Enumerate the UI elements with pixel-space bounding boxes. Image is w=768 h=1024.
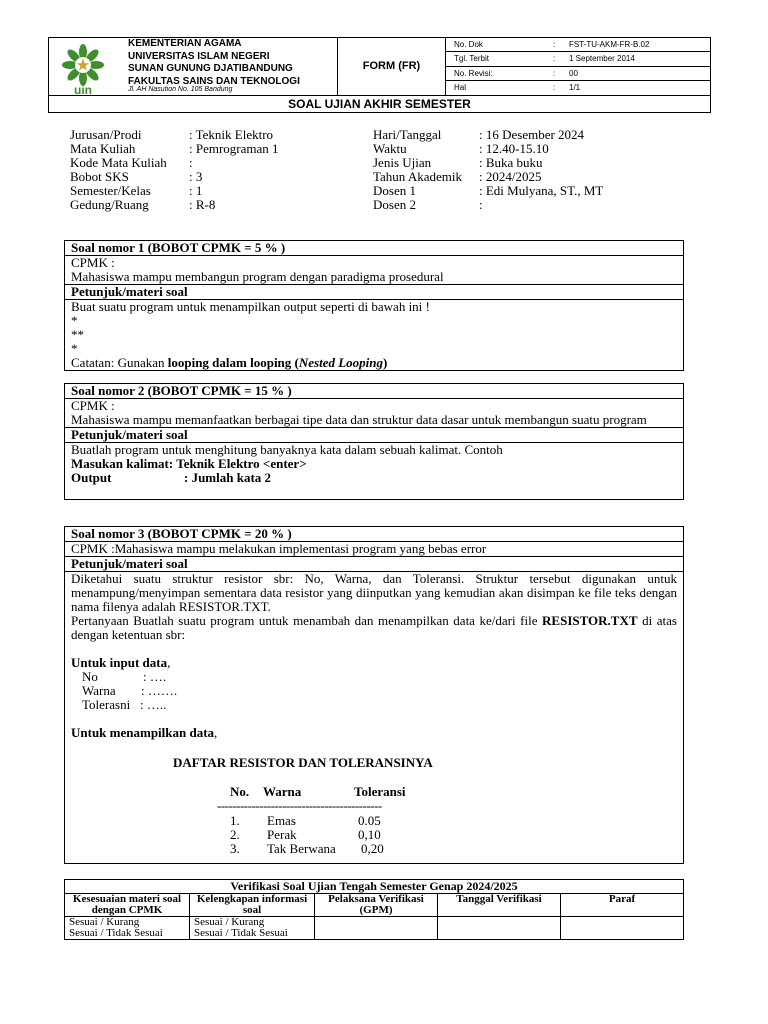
question-body xyxy=(65,300,683,370)
verification-header: Kesesuaian materi soal dengan CPMK xyxy=(65,894,190,917)
document-header xyxy=(48,37,711,96)
course-info-right xyxy=(373,128,673,218)
institution-address: Jl. AH Nasution No. 105 Bandung xyxy=(128,86,233,93)
resistor-table-title: DAFTAR RESISTOR DAN TOLERANSINYA xyxy=(173,755,433,770)
institution-name xyxy=(128,38,300,88)
doc-row: No. Dok : FST-TU-AKM-FR-B.02 xyxy=(446,38,711,52)
cpmk-text: Mahasiswa mampu membangun program dengan paradigma prosedural xyxy=(71,269,444,284)
info-label: Tahun Akademik xyxy=(373,169,462,184)
petunjuk-heading: Petunjuk/materi soal xyxy=(65,285,683,300)
cpmk-text: Mahasiswa mampu memanfaatkan berbagai tipe data dan struktur data dasar untuk membangun suatu program xyxy=(71,412,647,427)
question-body xyxy=(65,443,683,499)
info-value: : 3 xyxy=(189,169,203,184)
row-tol: 0.05 xyxy=(358,813,381,828)
info-value: : R-8 xyxy=(189,197,216,212)
note: Catatan: Gunakan looping dalam looping (Nested Looping) xyxy=(71,355,388,370)
input-example: Masukan kalimat: Teknik Elektro <enter> xyxy=(71,456,307,471)
question-heading: Soal nomor 1 (BOBOT CPMK = 5 % ) xyxy=(65,241,683,256)
col-header-no: No. xyxy=(230,784,250,799)
info-value: : 2024/2025 xyxy=(479,169,542,184)
form-label: FORM (FR) xyxy=(362,60,421,72)
info-label: Jurusan/Prodi xyxy=(70,127,142,142)
output-example: Output : Jumlah kata 2 xyxy=(71,470,272,485)
verification-table xyxy=(64,879,684,940)
info-value: : Pemrograman 1 xyxy=(189,141,279,156)
row-warna: Tak Berwana xyxy=(267,841,336,856)
question-paragraph: Pertanyaan Buatlah suatu program untuk menambah dan menampilkan data ke/dari file RESISTOR.TXT di atas dengan ketentuan sbr: xyxy=(71,613,677,642)
petunjuk-heading: Petunjuk/materi soal xyxy=(65,428,683,443)
institution-line: UNIVERSITAS ISLAM NEGERI xyxy=(128,50,270,62)
cpmk-label: CPMK : xyxy=(71,255,115,270)
cpmk-text: CPMK :Mahasiswa mampu melakukan implementasi program yang bebas error xyxy=(65,542,683,557)
input-field: Warna : ……. xyxy=(82,683,178,698)
verification-title: Verifikasi Soal Ujian Tengah Semester Genap 2024/2025 xyxy=(65,880,684,894)
question-2 xyxy=(64,383,684,500)
input-heading: Untuk input data, xyxy=(71,655,171,670)
info-value: : 1 xyxy=(189,183,203,198)
verification-cell: Sesuai / Kurang Sesuai / Tidak Sesuai xyxy=(190,917,315,940)
col-header-warna: Warna xyxy=(263,784,302,799)
verification-cell xyxy=(561,917,684,940)
petunjuk-heading: Petunjuk/materi soal xyxy=(65,557,683,572)
table-divider: ------------------------------------------- xyxy=(217,798,382,813)
info-value: : 12.40-15.10 xyxy=(479,141,549,156)
input-field: Tolerasni : ….. xyxy=(82,697,167,712)
row-tol: 0,20 xyxy=(361,841,384,856)
question-heading: Soal nomor 3 (BOBOT CPMK = 20 % ) xyxy=(65,527,683,542)
uin-logo xyxy=(57,44,113,96)
info-label: Waktu xyxy=(373,141,407,156)
doc-row: No. Revisi: : 00 xyxy=(446,67,711,81)
doc-row: Tgl. Terbit : 1 September 2014 xyxy=(446,52,711,66)
row-no: 2. xyxy=(230,827,240,842)
info-value: : Edi Mulyana, ST., MT xyxy=(479,183,604,198)
info-label: Gedung/Ruang xyxy=(70,197,149,212)
input-field: No : …. xyxy=(82,669,167,684)
info-value: : Buka buku xyxy=(479,155,543,170)
question-heading: Soal nomor 2 (BOBOT CPMK = 15 % ) xyxy=(65,384,683,399)
verification-cell xyxy=(438,917,561,940)
row-warna: Emas xyxy=(267,813,296,828)
cpmk-block xyxy=(65,256,683,285)
col-header-toleransi: Toleransi xyxy=(354,784,406,799)
info-label: Dosen 2 xyxy=(373,197,416,212)
institution-line: KEMENTERIAN AGAMA xyxy=(128,38,242,49)
star-line: * xyxy=(71,313,78,328)
star-line: ** xyxy=(71,327,84,342)
institution-line: SUNAN GUNUNG DJATIBANDUNG xyxy=(128,63,293,74)
info-value: : 16 Desember 2024 xyxy=(479,127,585,142)
row-no: 1. xyxy=(230,813,240,828)
doc-row: Hal : 1/1 xyxy=(454,82,581,92)
question-1 xyxy=(64,240,684,371)
info-label: Kode Mata Kuliah xyxy=(70,155,167,170)
info-value: : xyxy=(479,197,483,212)
document-info xyxy=(446,38,711,95)
verification-header: Tanggal Verifikasi xyxy=(438,894,561,917)
svg-text:uin: uin xyxy=(74,83,92,96)
info-value: : Teknik Elektro xyxy=(189,127,274,142)
question-paragraph: Diketahui suatu struktur resistor sbr: No, Warna, dan Toleransi. Struktur tersebut digunakan untuk menampung/menyimpan sementara data resistor yang diinputkan yang kemudian akan disimpan ke file teks dengan nama filenya adalah RESISTOR.TXT. xyxy=(71,571,677,614)
question-text: Buatlah program untuk menghitung banyaknya kata dalam sebuah kalimat. Contoh xyxy=(71,442,503,457)
display-heading: Untuk menampilkan data, xyxy=(71,725,218,740)
row-no: 3. xyxy=(230,841,240,856)
info-label: Jenis Ujian xyxy=(373,155,432,170)
row-tol: 0,10 xyxy=(358,827,381,842)
info-label: Hari/Tanggal xyxy=(373,127,442,142)
verification-cell xyxy=(315,917,438,940)
exam-title: SOAL UJIAN AKHIR SEMESTER xyxy=(48,96,711,113)
course-info-left xyxy=(70,128,360,218)
verification-header: Kelengkapan informasi soal xyxy=(190,894,315,917)
question-text: Buat suatu program untuk menampilkan output seperti di bawah ini ! xyxy=(71,299,430,314)
info-label: Semester/Kelas xyxy=(70,183,151,198)
institution-line: FAKULTAS SAINS DAN TEKNOLOGI xyxy=(128,75,300,87)
row-warna: Perak xyxy=(267,827,297,842)
info-label: Bobot SKS xyxy=(70,169,129,184)
verification-header: Pelaksana Verifikasi (GPM) xyxy=(315,894,438,917)
verification-cell: Sesuai / Kurang Sesuai / Tidak Sesuai xyxy=(65,917,190,940)
star-line: * xyxy=(71,341,78,356)
cpmk-label: CPMK : xyxy=(71,398,115,413)
info-label: Dosen 1 xyxy=(373,183,416,198)
verification-header: Paraf xyxy=(561,894,684,917)
info-label: Mata Kuliah xyxy=(70,141,136,156)
cpmk-block xyxy=(65,399,683,428)
question-body xyxy=(65,572,683,866)
info-value: : xyxy=(189,155,193,170)
question-3 xyxy=(64,526,684,864)
